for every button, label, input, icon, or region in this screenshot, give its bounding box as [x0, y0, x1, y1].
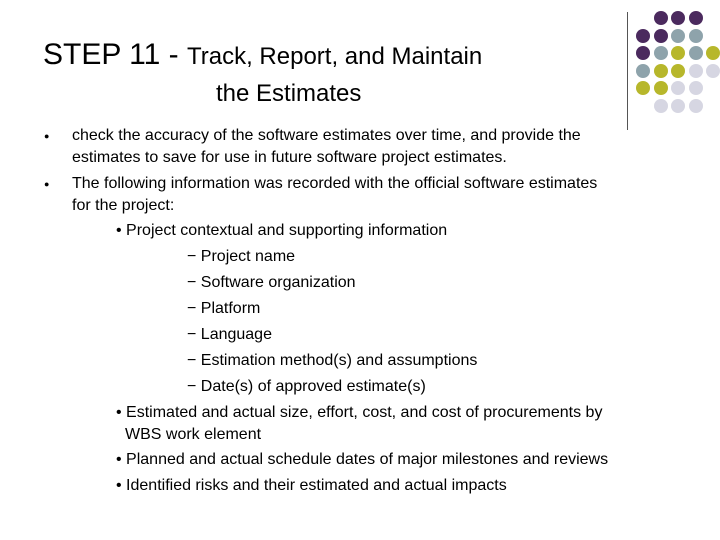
bullet1-line2: estimates to save for use in future software project estimates. [72, 149, 507, 166]
decor-dot [689, 64, 703, 78]
decor-dot [654, 29, 668, 43]
decor-dot [706, 46, 720, 60]
decor-divider [627, 12, 628, 130]
decor-dot [671, 81, 685, 95]
bullet1-line1: check the accuracy of the software estimates over time, and provide the [72, 127, 581, 144]
decor-dot [689, 99, 703, 113]
title-line-2: the Estimates [216, 80, 362, 107]
sub-item: − Date(s) of approved estimate(s) [187, 378, 426, 395]
decor-dot [671, 64, 685, 78]
decor-dot [671, 99, 685, 113]
decor-dot [689, 11, 703, 25]
sub-bullet-size-effort: • Estimated and actual size, effort, cost, and cost of procurements by [116, 404, 603, 421]
decor-dot [689, 46, 703, 60]
sub-bullet-contextual: • Project contextual and supporting information [116, 222, 448, 239]
title-dash: - [168, 38, 179, 71]
sub-item: − Estimation method(s) and assumptions [187, 352, 478, 369]
sub-item: − Software organization [187, 274, 356, 291]
decor-dot [689, 81, 703, 95]
title-text: Track, Report, and Maintain [186, 43, 483, 70]
sub-item: − Project name [187, 248, 296, 265]
decor-dot [654, 81, 668, 95]
decor-dot [654, 46, 668, 60]
sub-item: − Platform [187, 300, 261, 317]
decor-dot [636, 29, 650, 43]
bullet-dot: ● [44, 179, 50, 189]
sub-bullet-schedule: • Planned and actual schedule dates of major milestones and reviews [116, 451, 609, 468]
title-step: STEP 11 [43, 38, 161, 71]
bullet-dot: ● [44, 131, 50, 141]
decor-dot [706, 64, 720, 78]
bullet2-line2: for the project: [72, 197, 175, 214]
decor-dot [654, 99, 668, 113]
decor-dot [689, 29, 703, 43]
decor-dot [636, 81, 650, 95]
sub-bullet-risks: • Identified risks and their estimated and actual impacts [116, 477, 507, 494]
sub-bullet-size-effort-cont: WBS work element [125, 426, 262, 443]
title-line-1 [43, 38, 482, 72]
decor-dot [654, 64, 668, 78]
sub-item: − Language [187, 326, 272, 343]
bullet2-line1: The following information was recorded with the official software estimates [72, 175, 598, 192]
decor-dot [636, 46, 650, 60]
decor-dot [671, 46, 685, 60]
decor-dot [671, 11, 685, 25]
decor-dot [636, 64, 650, 78]
decor-dot [654, 11, 668, 25]
decor-dot [671, 29, 685, 43]
